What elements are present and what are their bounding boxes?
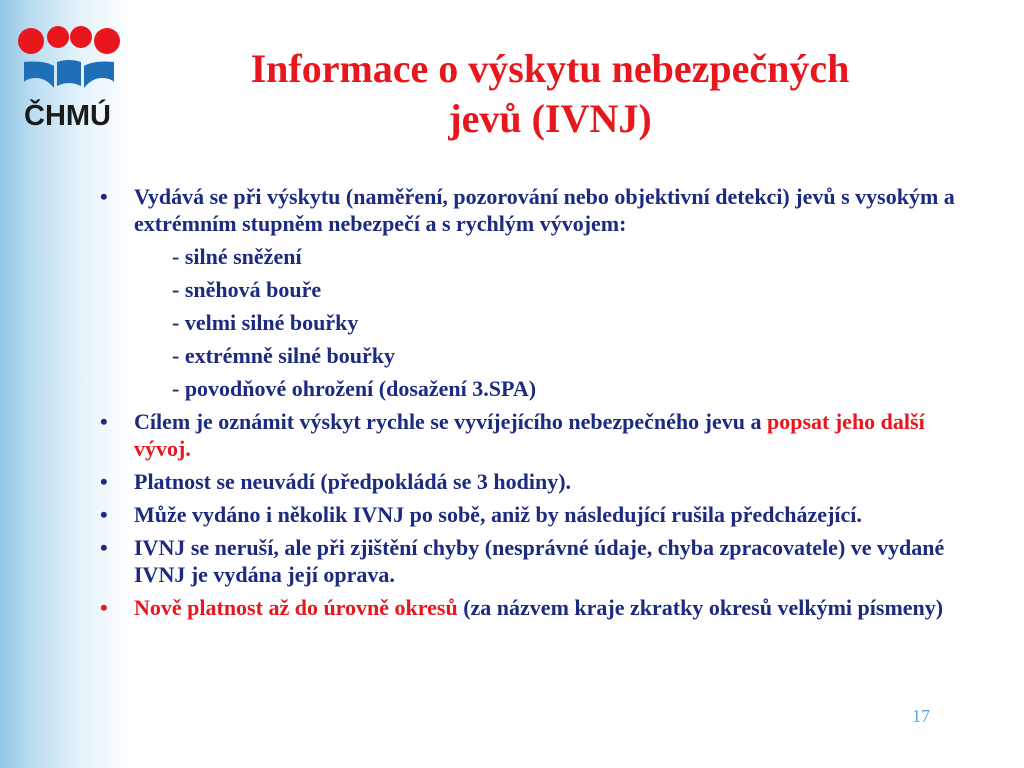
bullet-marker: • bbox=[100, 535, 108, 560]
chmu-logo-icon bbox=[18, 22, 120, 102]
sub-item-3: - velmi silné bouřky bbox=[172, 310, 359, 335]
bullet-text: Může vydáno i několik IVNJ po sobě, aniž by následující rušila předcházející. bbox=[134, 502, 862, 527]
bullet-text: Platnost se neuvádí (předpokládá se 3 hodiny). bbox=[134, 469, 572, 494]
bullet-marker: • bbox=[100, 409, 108, 434]
bullet-marker: • bbox=[100, 502, 108, 527]
bullet-item-5 bbox=[96, 534, 976, 588]
bullet-item-3 bbox=[96, 468, 976, 495]
sub-item-2: - sněhová bouře bbox=[172, 277, 322, 302]
bullet-text-highlight: Nově platnost až do úrovně okresů bbox=[134, 595, 458, 620]
bullet-item-6 bbox=[96, 594, 976, 621]
slide-title-line-1: Informace o výskytu nebezpečných bbox=[250, 46, 850, 91]
chmu-logo bbox=[18, 22, 120, 132]
bullet-item-1 bbox=[96, 183, 976, 237]
bullet-text: IVNJ se neruší, ale při zjištění chyby (nesprávné údaje, chyba zpracovatele) ve vydané IVNJ je vydána její oprava. bbox=[134, 535, 945, 587]
slide-title-line-2: jevů (IVNJ) bbox=[448, 96, 652, 141]
bullet-text: Cílem je oznámit výskyt rychle se vyvíjejícího nebezpečného jevu a bbox=[134, 409, 767, 434]
sub-item-5: - povodňové ohrožení (dosažení 3.SPA) bbox=[172, 376, 537, 401]
bullet-text: (za názvem kraje zkratky okresů velkými písmeny) bbox=[457, 595, 944, 620]
bullet-list bbox=[96, 183, 976, 627]
bullet-marker: • bbox=[100, 184, 108, 209]
bullet-item-4 bbox=[96, 501, 976, 528]
slide-title bbox=[170, 44, 930, 144]
bullet-text-highlight: popsat jeho další vývoj. bbox=[134, 409, 925, 461]
bullet-marker: • bbox=[100, 595, 108, 620]
chmu-logo-text: ČHMÚ bbox=[24, 100, 111, 132]
sub-item-4: - extrémně silné bouřky bbox=[172, 343, 396, 368]
bullet-text: Vydává se při výskytu (naměření, pozorování nebo objektivní detekci) jevů s vysokým a extrémním stupněm nebezpečí a s rychlým vývojem: bbox=[134, 184, 955, 236]
slide-number: 17 bbox=[912, 706, 930, 726]
bullet-item-2 bbox=[96, 408, 976, 462]
bullet-marker: • bbox=[100, 469, 108, 494]
sub-item-1: - silné sněžení bbox=[172, 244, 302, 269]
